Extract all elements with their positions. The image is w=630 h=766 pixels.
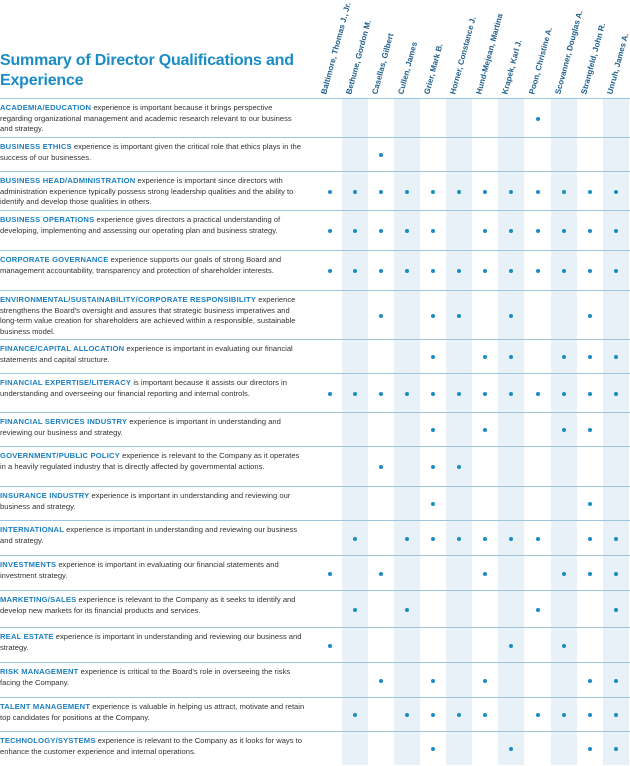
qualification-mark [379, 229, 383, 233]
qualification-row [0, 98, 630, 138]
qualification-description [0, 560, 305, 581]
qualification-mark [588, 572, 592, 576]
qualification-mark [614, 537, 618, 541]
qualification-mark [483, 428, 487, 432]
qualification-mark [536, 269, 540, 273]
qualification-keyword: CORPORATE GOVERNANCE [0, 255, 109, 264]
qualification-mark [405, 608, 409, 612]
qualification-mark [431, 465, 435, 469]
qualification-row [0, 210, 630, 251]
qualification-mark [379, 465, 383, 469]
qualification-mark [588, 314, 592, 318]
qualification-description [0, 142, 305, 163]
qualification-description [0, 667, 305, 688]
qualification-mark [614, 608, 618, 612]
qualification-mark [457, 190, 461, 194]
qualification-mark [536, 713, 540, 717]
director-name: Baltimore, Thomas J., Jr. [319, 1, 353, 96]
qualification-row [0, 290, 630, 340]
qualification-description [0, 344, 305, 365]
qualification-text: experience is important in understanding and reviewing our business and strategy. [0, 632, 302, 652]
qualification-keyword: BUSINESS OPERATIONS [0, 215, 95, 224]
qualification-row [0, 555, 630, 591]
qualification-mark [328, 269, 332, 273]
qualification-row [0, 446, 630, 487]
qualification-mark [588, 355, 592, 359]
director-name: Cullen, James [396, 40, 420, 96]
qualification-mark [353, 190, 357, 194]
qualification-mark [431, 502, 435, 506]
qualification-mark [483, 537, 487, 541]
qualification-mark [483, 355, 487, 359]
qualification-mark [379, 392, 383, 396]
qualification-mark [457, 713, 461, 717]
qualification-mark [588, 537, 592, 541]
qualification-mark [614, 713, 618, 717]
qualification-mark [588, 190, 592, 194]
qualification-row [0, 373, 630, 413]
qualification-keyword: RISK MANAGEMENT [0, 667, 79, 676]
qualification-mark [509, 747, 513, 751]
qualification-keyword: FINANCE/CAPITAL ALLOCATION [0, 344, 125, 353]
qualification-row [0, 412, 630, 447]
qualification-text: experience is relevant to the Company as it looks for ways to enhance the customer experience and internal operations. [0, 736, 302, 756]
qualification-mark [431, 679, 435, 683]
qualification-description [0, 702, 305, 723]
qualification-description [0, 417, 305, 438]
director-name: Horner, Constance J. [448, 15, 478, 96]
qualification-mark [457, 537, 461, 541]
qualification-mark [431, 747, 435, 751]
qualification-mark [353, 537, 357, 541]
qualification-mark [483, 572, 487, 576]
qualification-mark [509, 644, 513, 648]
qualification-mark [405, 229, 409, 233]
qualification-description [0, 176, 305, 208]
qualification-mark [614, 392, 618, 396]
qualification-mark [562, 644, 566, 648]
qualification-mark [588, 392, 592, 396]
qualification-mark [328, 572, 332, 576]
qualification-mark [431, 314, 435, 318]
qualification-row [0, 520, 630, 556]
qualification-mark [536, 229, 540, 233]
qualification-mark [353, 392, 357, 396]
qualification-mark [405, 269, 409, 273]
qualification-description [0, 632, 305, 653]
director-name: Unruh, James A. [605, 32, 630, 96]
qualification-mark [588, 428, 592, 432]
qualification-mark [588, 713, 592, 717]
qualification-mark [588, 502, 592, 506]
qualification-mark [509, 392, 513, 396]
qualification-mark [431, 392, 435, 396]
qualification-text: experience supports our goals of strong Board and management accountability, transparency and protection of shareholder interests. [0, 255, 282, 275]
qualification-mark [353, 713, 357, 717]
qualification-text: experience is important in evaluating our financial statements and investment strategy. [0, 560, 279, 580]
qualification-text: experience gives directors a practical understanding of developing, implementing and assessing our operating plan and business strategy. [0, 215, 281, 235]
qualification-mark [614, 355, 618, 359]
qualification-mark [457, 269, 461, 273]
qualification-description [0, 736, 305, 757]
director-names-header [0, 0, 630, 100]
qualification-mark [562, 713, 566, 717]
qualification-mark [328, 644, 332, 648]
qualification-mark [457, 465, 461, 469]
qualification-keyword: GOVERNMENT/PUBLIC POLICY [0, 451, 120, 460]
qualification-mark [614, 269, 618, 273]
qualification-row [0, 662, 630, 698]
qualification-text: experience is important in understanding and reviewing our business and strategy. [0, 491, 291, 511]
qualification-mark [562, 572, 566, 576]
qualification-mark [405, 392, 409, 396]
qualification-mark [483, 229, 487, 233]
qualification-mark [614, 229, 618, 233]
qualification-mark [614, 747, 618, 751]
qualification-mark [483, 190, 487, 194]
qualification-mark [457, 314, 461, 318]
director-name: Grier, Mark B. [422, 42, 445, 96]
qualification-keyword: BUSINESS HEAD/ADMINISTRATION [0, 176, 136, 185]
director-name: Poon, Christine A. [527, 26, 554, 96]
qualification-mark [509, 314, 513, 318]
qualification-mark [588, 679, 592, 683]
qualification-mark [431, 355, 435, 359]
qualification-text: experience is important because it brings perspective regarding organizational management and academic research relevant to our business and strategy. [0, 103, 292, 134]
qualification-text: experience is important in understanding and reviewing our business and strategy. [0, 417, 281, 437]
qualification-text: experience is relevant to the Company as it seeks to identify and develop new markets for its financial products and services. [0, 595, 296, 615]
qualification-text: experience is critical to the Board's role in overseeing the risks facing the Company. [0, 667, 291, 687]
qualification-mark [353, 269, 357, 273]
qualification-row [0, 731, 630, 766]
qualification-text: experience is valuable in helping us attract, motivate and retain top candidates for positions at the Company. [0, 702, 305, 722]
qualification-keyword: TALENT MANAGEMENT [0, 702, 91, 711]
qualification-keyword: TECHNOLOGY/SYSTEMS [0, 736, 96, 745]
qualification-text: experience is important since directors with administration experience typically possess strong leadership qualities and the ability to identify and develop those qualities in others. [0, 176, 294, 207]
qualification-keyword: ACADEMIA/EDUCATION [0, 103, 92, 112]
qualification-mark [431, 537, 435, 541]
qualification-mark [328, 190, 332, 194]
qualification-mark [483, 713, 487, 717]
qualification-row [0, 339, 630, 374]
qualification-keyword: BUSINESS ETHICS [0, 142, 72, 151]
qualification-description [0, 103, 305, 135]
qualification-keyword: REAL ESTATE [0, 632, 54, 641]
qualification-mark [379, 269, 383, 273]
qualification-mark [379, 314, 383, 318]
director-name: Casellas, Gilbert [370, 32, 396, 96]
qualification-keyword: INVESTMENTS [0, 560, 57, 569]
qualification-row [0, 250, 630, 291]
qualification-mark [614, 572, 618, 576]
qualification-mark [562, 392, 566, 396]
qualification-mark [483, 392, 487, 396]
qualification-mark [379, 679, 383, 683]
qualification-mark [536, 608, 540, 612]
qualification-description [0, 378, 305, 399]
qualification-text: experience strengthens the Board's oversight and assures that strategic business imperatives and long-term value creation for shareholders are achieved within a responsible, sustainable business model. [0, 295, 296, 336]
director-name: Scovanner, Douglas A. [553, 9, 585, 96]
qualification-mark [509, 229, 513, 233]
qualification-description [0, 451, 305, 472]
director-name: Strangfeld, John R. [579, 22, 608, 96]
qualification-description [0, 491, 305, 512]
qualification-description [0, 525, 305, 546]
qualification-mark [405, 537, 409, 541]
qualification-mark [536, 392, 540, 396]
qualification-mark [379, 190, 383, 194]
qualification-mark [562, 190, 566, 194]
qualification-mark [614, 190, 618, 194]
qualification-mark [353, 229, 357, 233]
qualification-mark [431, 269, 435, 273]
qualification-mark [536, 190, 540, 194]
qualification-description [0, 215, 305, 236]
qualification-mark [509, 190, 513, 194]
qualification-row [0, 171, 630, 211]
qualification-mark [588, 229, 592, 233]
qualification-mark [562, 229, 566, 233]
qualification-mark [353, 608, 357, 612]
qualification-mark [536, 117, 540, 121]
qualification-mark [509, 269, 513, 273]
qualification-description [0, 595, 305, 616]
director-name: Hund-Mejean, Martina [474, 12, 505, 96]
qualification-mark [536, 537, 540, 541]
qualification-keyword: ENVIRONMENTAL/SUSTAINABILITY/CORPORATE RESPONSIBILITY [0, 295, 257, 304]
qualification-keyword: INSURANCE INDUSTRY [0, 491, 90, 500]
page-title: Summary of Director Qualifications and Experience [0, 52, 294, 89]
qualification-mark [431, 190, 435, 194]
qualification-keyword: FINANCIAL EXPERTISE/LITERACY [0, 378, 132, 387]
qualification-mark [483, 269, 487, 273]
qualification-description [0, 255, 305, 276]
qualification-mark [431, 428, 435, 432]
qualification-mark [431, 229, 435, 233]
qualification-mark [562, 428, 566, 432]
qualification-text: experience is important in understanding and reviewing our business and strategy. [0, 525, 298, 545]
qualification-row [0, 590, 630, 628]
qualification-row [0, 486, 630, 521]
qualification-text: is important because it assists our directors in understanding and overseeing our financial reporting and internal controls. [0, 378, 287, 398]
qualification-text: experience is important in evaluating our financial statements and capital structure. [0, 344, 293, 364]
qualification-mark [614, 679, 618, 683]
qualification-mark [457, 392, 461, 396]
qualification-keyword: INTERNATIONAL [0, 525, 65, 534]
qualification-mark [379, 153, 383, 157]
qualification-keyword: MARKETING/SALES [0, 595, 77, 604]
qualification-mark [588, 747, 592, 751]
qualification-text: experience is important given the critical role that ethics plays in the success of our businesses. [0, 142, 301, 162]
director-name: Krapek, Karl J. [500, 38, 524, 96]
qualification-text: experience is relevant to the Company as it operates in a heavily regulated industry that is directly affected by governmental actions. [0, 451, 300, 471]
qualification-mark [431, 713, 435, 717]
qualification-mark [562, 355, 566, 359]
qualification-row [0, 137, 630, 172]
qualification-mark [483, 679, 487, 683]
qualification-keyword: FINANCIAL SERVICES INDUSTRY [0, 417, 128, 426]
qualification-row [0, 627, 630, 663]
qualification-row [0, 697, 630, 732]
qualification-description [0, 295, 305, 337]
qualification-mark [562, 269, 566, 273]
qualification-mark [588, 269, 592, 273]
director-name: Bethune, Gordon M. [344, 19, 373, 96]
qualification-mark [405, 190, 409, 194]
qualification-mark [509, 537, 513, 541]
qualification-mark [379, 572, 383, 576]
qualification-mark [405, 713, 409, 717]
qualification-mark [328, 392, 332, 396]
qualification-mark [509, 355, 513, 359]
qualification-mark [328, 229, 332, 233]
